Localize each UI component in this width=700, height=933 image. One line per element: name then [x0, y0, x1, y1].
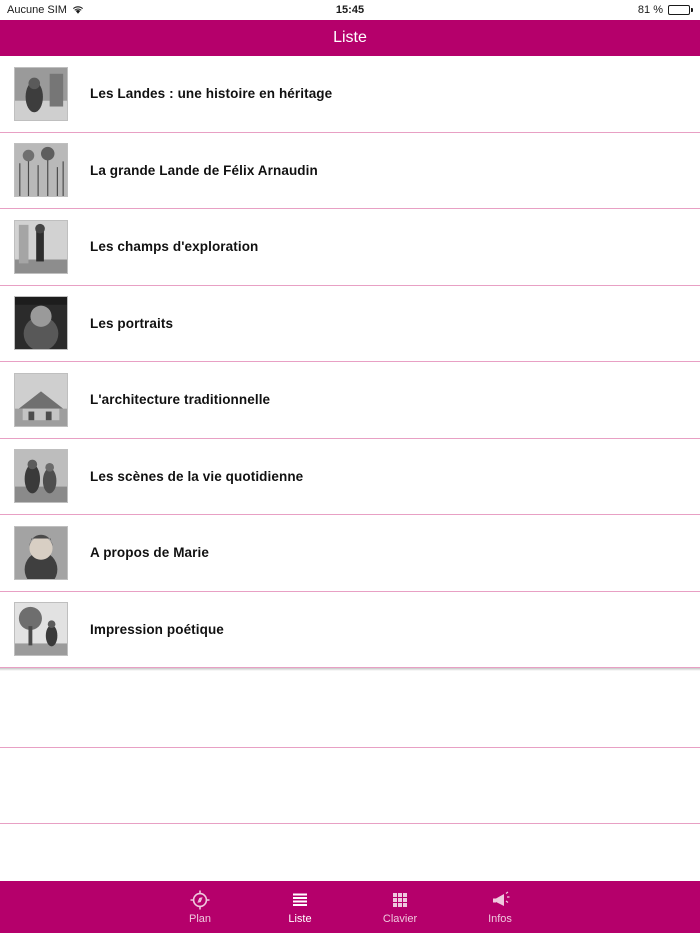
- wifi-icon: [72, 5, 84, 15]
- list-item-title: Les Landes : une histoire en héritage: [90, 86, 333, 102]
- tab-clavier[interactable]: [350, 881, 450, 933]
- photo-thumbnail: [14, 296, 68, 350]
- list-item[interactable]: [0, 592, 700, 669]
- battery-icon: [668, 5, 693, 15]
- photo-thumbnail: [14, 602, 68, 656]
- list-item-title: L'architecture traditionnelle: [90, 392, 271, 408]
- list-icon: [289, 889, 311, 911]
- status-right: [638, 4, 693, 16]
- list-item[interactable]: [0, 362, 700, 439]
- list-item-title: Les scènes de la vie quotidienne: [90, 468, 304, 484]
- list-item[interactable]: [0, 515, 700, 592]
- list-item-title: Les champs d'exploration: [90, 239, 259, 255]
- page-title: Liste: [333, 29, 367, 46]
- list-item[interactable]: [0, 439, 700, 516]
- list-item[interactable]: [0, 133, 700, 210]
- status-left: [7, 4, 84, 16]
- list-item-title: La grande Lande de Félix Arnaudin: [90, 162, 318, 178]
- photo-thumbnail: [14, 143, 68, 197]
- photo-thumbnail: [14, 526, 68, 580]
- list-item-title: Les portraits: [90, 315, 174, 331]
- status-clock: 15:45: [335, 4, 365, 16]
- photo-thumbnail: [14, 67, 68, 121]
- photo-thumbnail: [14, 373, 68, 427]
- list-item-empty: [0, 671, 700, 748]
- tab-infos[interactable]: [450, 881, 550, 933]
- keypad-icon: [389, 889, 411, 911]
- compass-icon: [189, 889, 211, 911]
- navigation-bar: [0, 20, 700, 56]
- tab-infos-label: Infos: [488, 913, 512, 925]
- list-item-title: A propos de Marie: [90, 545, 209, 561]
- carrier-label: Aucune SIM: [7, 4, 67, 16]
- tab-liste-label: Liste: [288, 913, 312, 925]
- battery-percent-label: 81 %: [637, 4, 663, 16]
- photo-thumbnail: [14, 220, 68, 274]
- list-item[interactable]: [0, 286, 700, 363]
- list-item-title: Impression poétique: [90, 621, 224, 637]
- chapter-list[interactable]: [0, 56, 700, 881]
- status-bar: [0, 0, 700, 20]
- list-item-empty: [0, 748, 700, 825]
- tab-plan[interactable]: [150, 881, 250, 933]
- megaphone-icon: [489, 889, 511, 911]
- tab-liste[interactable]: [250, 881, 350, 933]
- list-item[interactable]: [0, 209, 700, 286]
- tab-plan-label: Plan: [188, 913, 212, 925]
- list-item-empty: [0, 824, 700, 881]
- tab-bar: [0, 881, 700, 933]
- photo-thumbnail: [14, 449, 68, 503]
- tab-clavier-label: Clavier: [382, 913, 418, 925]
- list-item[interactable]: [0, 56, 700, 133]
